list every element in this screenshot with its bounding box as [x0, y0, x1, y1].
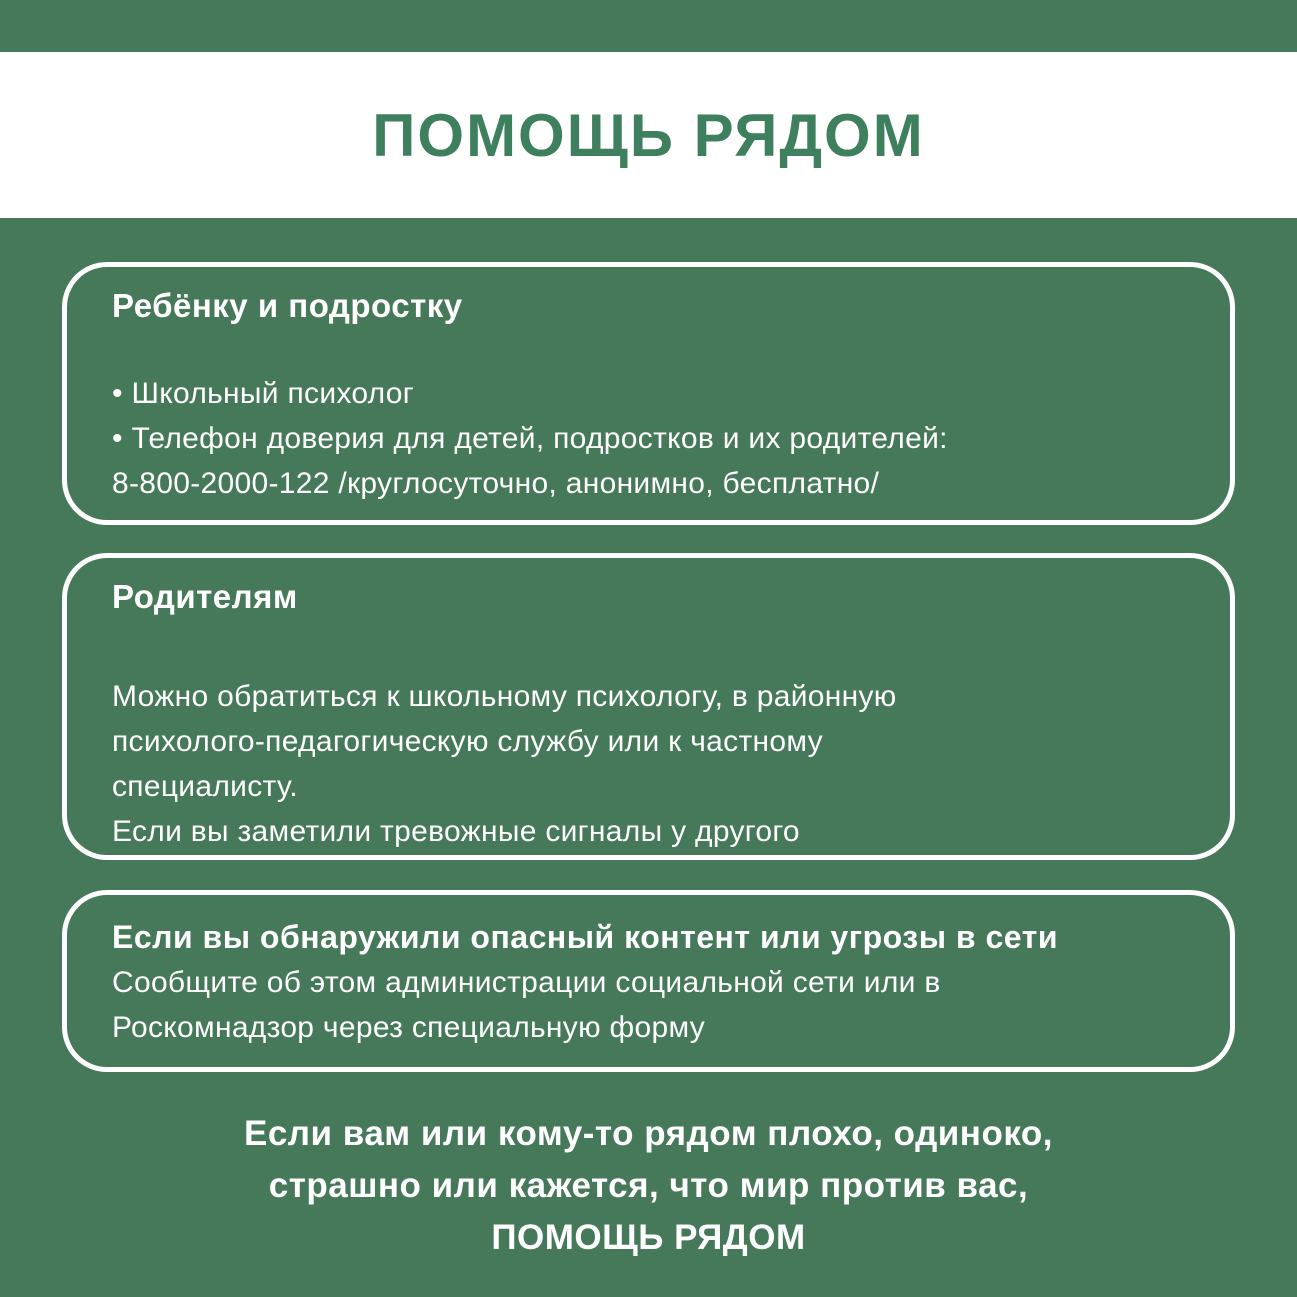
- parents-text-line: психолого-педагогическую службу или к частному: [112, 725, 823, 758]
- card-parents-heading: Родителям: [112, 578, 298, 615]
- page-title: ПОМОЩЬ РЯДОМ: [372, 101, 925, 169]
- footer-message: [0, 1108, 1297, 1264]
- report-text-line: Сообщите об этом администрации социальной сети или в: [112, 966, 941, 999]
- parents-text-line: Если вы заметили тревожные сигналы у другого: [112, 815, 800, 848]
- report-text-line: Роскомнадзор через специальную форму: [112, 1011, 706, 1044]
- card-children-teens: [62, 262, 1235, 525]
- cards-container: [0, 262, 1297, 1072]
- card-dangerous-content: [62, 890, 1235, 1072]
- footer-line: ПОМОЩЬ РЯДОМ: [491, 1218, 806, 1257]
- footer-line: страшно или кажется, что мир против вас,: [268, 1166, 1029, 1205]
- bullet-school-psychologist: • Школьный психолог: [112, 377, 415, 410]
- bullet-helpline: • Телефон доверия для детей, подростков и их родителей:: [112, 422, 948, 455]
- top-green-strip: [0, 0, 1297, 52]
- card-children-heading: Ребёнку и подростку: [112, 287, 463, 324]
- parents-text-line: Можно обратиться к школьному психологу, в районную: [112, 680, 897, 713]
- title-banner: [0, 52, 1297, 218]
- card-children-body: [112, 371, 1185, 506]
- card-dangerous-content-body: [112, 960, 1185, 1050]
- footer-line: Если вам или кому-то рядом плохо, одиноко,: [244, 1114, 1053, 1153]
- parents-text-line: специалисту.: [112, 770, 298, 803]
- helpline-phone-number: 8-800-2000-122 /круглосуточно, анонимно, бесплатно/: [112, 467, 880, 500]
- card-parents-body: [112, 674, 1185, 854]
- card-parents: [62, 553, 1235, 860]
- card-dangerous-content-heading: Если вы обнаружили опасный контент или угрозы в сети: [112, 919, 1058, 955]
